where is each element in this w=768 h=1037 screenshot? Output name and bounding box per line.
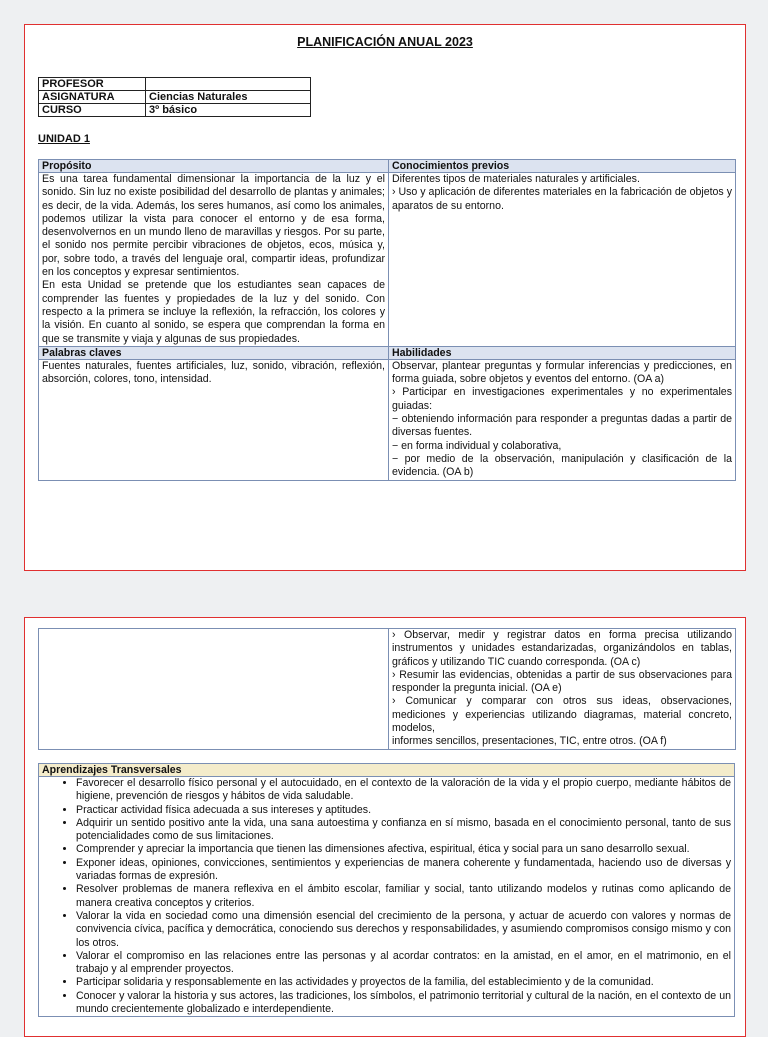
palabras-header: Palabras claves (39, 346, 389, 359)
empty-left-cell (39, 629, 389, 750)
document-page-2 (24, 617, 746, 1037)
asignatura-label: ASIGNATURA (39, 91, 146, 104)
habilidades-cell (389, 359, 736, 480)
document-page-1 (24, 24, 746, 571)
proposito-header: Propósito (39, 160, 389, 173)
list-item: • Practicar actividad física adecuada a sus intereses y aptitudes. (76, 804, 731, 817)
habilidad-item: − obteniendo información para responder a preguntas dadas a partir de diversas fuentes. (392, 413, 732, 439)
conocimientos-cell (389, 173, 736, 347)
list-item: • Participar solidaria y responsablemente en las actividades y proyectos de la familia, del establecimiento y de la comunidad. (76, 976, 731, 989)
curso-label: CURSO (39, 104, 146, 117)
habilidad-item: − por medio de la observación, manipulación y clasificación de la evidencia. (OA b) (392, 452, 732, 479)
habilidades-header: Habilidades (389, 346, 736, 359)
transversales-cell (39, 777, 735, 1017)
palabras-cell: Fuentes naturales, fuentes artificiales, luz, sonido, vibración, reflexión, absorción, colores, tono, intensidad. (39, 359, 389, 480)
conocimientos-header: Conocimientos previos (389, 160, 736, 173)
list-item: • Valorar el compromiso en las relaciones entre las personas y al acordar contratos: en la amistad, en el amor, en el matrimonio, en el trabajo y al emprender proyectos. (76, 950, 731, 977)
transversales-list (42, 777, 731, 1016)
proposito-paragraph-1: Es una tarea fundamental dimensionar la importancia de la luz y el sonido. Sin luz no existe posibilidad del desarrollo de plantas y animales; es decir, de la vida. Además, los seres humanos, así como los animales, podemos utilizar la vista para conocer el entorno y de esa forma, desenvolvernos en un mundo lleno de maravillas y riesgos. Por su parte, el sonido nos permite percibir vibraciones de objetos, ecos, música y, por, sobre todo, a través del lenguaje oral, compartir ideas, profundizar en los conceptos y expresar sentimientos. (42, 173, 385, 279)
habilidades-continuation-cell (389, 629, 736, 750)
list-item: • Resolver problemas de manera reflexiva en el ámbito escolar, familiar y social, tanto utilizando modelos y rutinas como aplicando de manera creativa conceptos y criterios. (76, 883, 731, 910)
habilidad-item: › Observar, medir y registrar datos en forma precisa utilizando instrumentos y unidades estandarizadas, organizándolos en tablas, gráficos y utilizando TIC cuando corresponda. (OA c) (392, 629, 732, 668)
asignatura-value: Ciencias Naturales (146, 91, 311, 104)
list-item: • Valorar la vida en sociedad como una dimensión esencial del crecimiento de la persona, y actuar de acuerdo con valores y normas de convivencia cívica, pacífica y democrática, conociendo sus derechos y responsabilidades, y asumiendo compromisos consigo mismo y con los otros. (76, 910, 731, 950)
conocimientos-line-2: › Uso y aplicación de diferentes materiales en la fabricación de objetos y aparatos de su entorno. (392, 186, 732, 212)
transversales-header: Aprendizajes Transversales (39, 764, 735, 777)
curso-value: 3º básico (146, 104, 311, 117)
proposito-cell (39, 173, 389, 347)
transversales-table (38, 763, 735, 1017)
habilidad-item: informes sencillos, presentaciones, TIC, entre otros. (OA f) (392, 735, 667, 748)
profesor-value (146, 78, 311, 91)
habilidades-continuation-table (38, 628, 736, 750)
list-item: • Conocer y valorar la historia y sus actores, las tradiciones, los símbolos, el patrimonio territorial y cultural de la nación, en el contexto de un mundo crecientemente globalizado e interdependiente. (76, 990, 731, 1017)
document-title: PLANIFICACIÓN ANUAL 2023 (297, 35, 473, 49)
list-item: • Exponer ideas, opiniones, convicciones, sentimientos y experiencias de manera coherente y fundamentada, haciendo uso de diversas y variadas formas de expresión. (76, 857, 731, 884)
list-item: • Favorecer el desarrollo físico personal y el autocuidado, en el contexto de la valoración de la vida y el propio cuerpo, mediante hábitos de higiene, prevención de riesgos y hábitos de vida saludable. (76, 777, 731, 804)
habilidad-item: − en forma individual y colaborativa, (392, 439, 562, 452)
list-item: • Adquirir un sentido positivo ante la vida, una sana autoestima y confianza en sí mismo, basada en el conocimiento personal, tanto de sus potencialidades como de sus limitaciones. (76, 817, 731, 844)
unit-table (38, 159, 736, 481)
conocimientos-line-1: Diferentes tipos de materiales naturales y artificiales. (392, 173, 640, 185)
habilidad-item: Observar, plantear preguntas y formular inferencias y predicciones, en forma guiada, sobre objetos y eventos del entorno. (OA a) (392, 359, 732, 386)
proposito-paragraph-2: En esta Unidad se pretende que los estudiantes sean capaces de comprender las fuentes y propiedades de la luz y del sonido. Con respecto a la primera se incluye la reflexión, la refracción, los colores y la visión. En cuanto al sonido, se espera que comprendan la forma en que se transmite y viaja y algunas de sus propiedades. (42, 279, 385, 345)
habilidad-item: › Comunicar y comparar con otros sus ideas, observaciones, mediciones y experiencias utilizando diagramas, material concreto, modelos, (392, 695, 732, 735)
habilidad-item: › Resumir las evidencias, obtenidas a partir de sus observaciones para responder la pregunta inicial. (OA e) (392, 668, 732, 695)
profesor-label: PROFESOR (39, 78, 146, 91)
habilidad-item: › Participar en investigaciones experimentales y no experimentales guiadas: (392, 386, 732, 412)
info-table (38, 77, 311, 117)
list-item: • Comprender y apreciar la importancia que tienen las dimensiones afectiva, espiritual, ética y social para un sano desarrollo sexual. (76, 843, 731, 856)
unidad-heading: UNIDAD 1 (38, 133, 90, 145)
